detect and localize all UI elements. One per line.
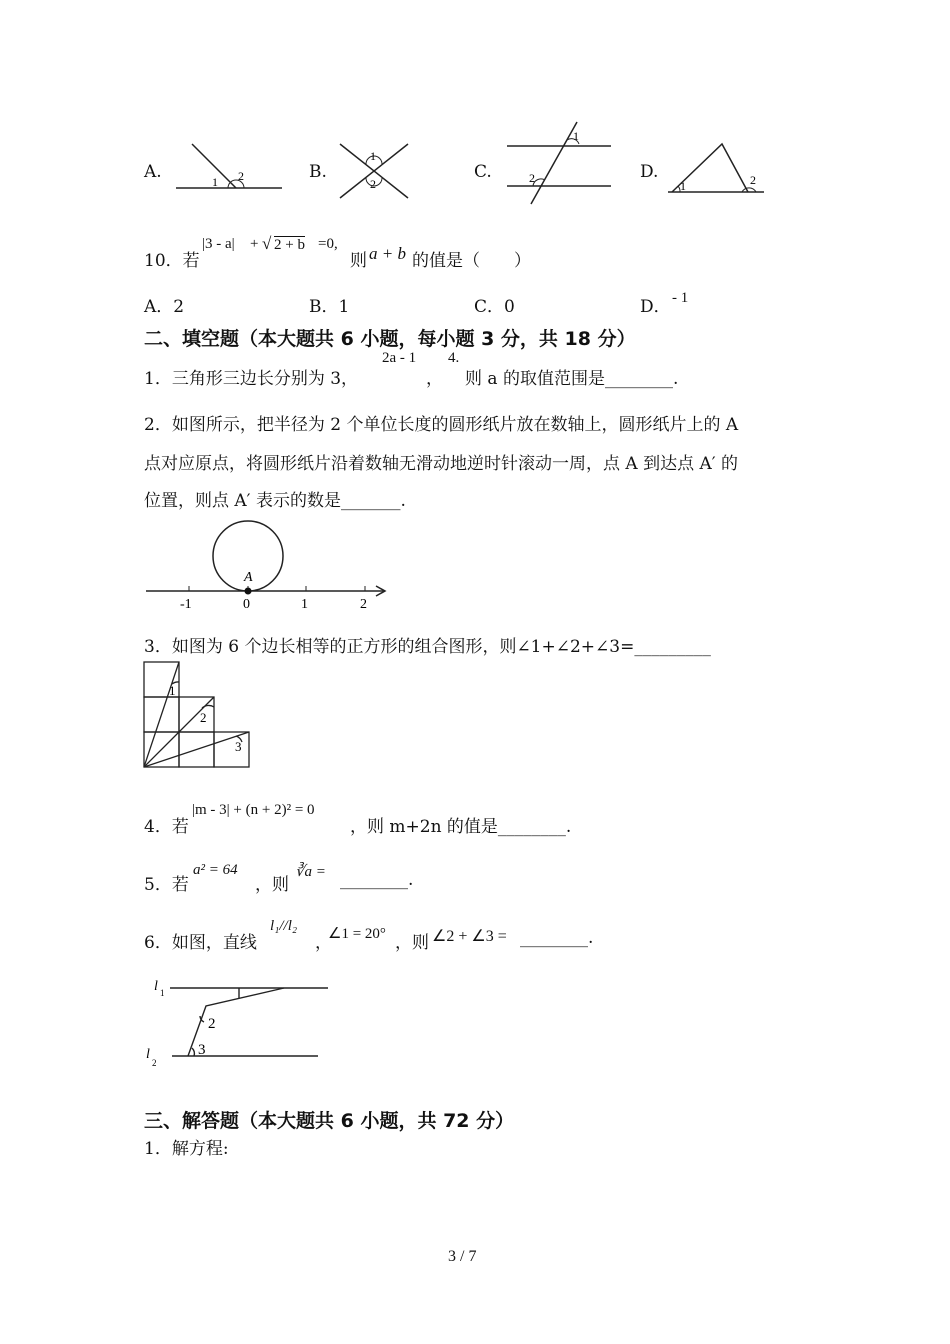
s2-q3-text: 3．如图为 6 个边长相等的正方形的组合图形，则∠1+∠2+∠3=_________ (144, 637, 711, 657)
q10-abs-expr: |3 - a| (202, 236, 235, 252)
s2-q6-mid: ，则 (395, 933, 429, 953)
s3-q1: 1．解方程: (144, 1139, 229, 1159)
angle-label-3: 3 (235, 739, 242, 754)
s2-q2-line3: 位置，则点 A′ 表示的数是_______. (144, 491, 406, 511)
s2-q5-expr2: ∛a = (295, 864, 326, 880)
s2-q6-expr3: ∠2 + ∠3 = (432, 928, 507, 945)
s2-q1-expr: 2a - 1 (382, 350, 417, 366)
s2-q1-comma: ， (426, 369, 443, 389)
q10-plus: + (250, 236, 259, 252)
axis-label-1: 1 (301, 597, 308, 612)
sqrt-icon: √ (262, 234, 272, 253)
s2-q6-suffix: ________. (520, 928, 594, 948)
s2-q2-line2: 点对应原点，将圆形纸片沿着数轴无滑动地逆时针滚动一周，点 A 到达点 A′ 的 (144, 454, 739, 474)
q10-prefix: 10．若 (144, 251, 200, 271)
q10-suffix: 的值是（ ） (412, 251, 531, 271)
s2-q5-mid: ，则 (255, 875, 289, 895)
q10-ab-expr: a + b (369, 244, 406, 263)
figure-option-a (172, 140, 284, 196)
s2-q4-prefix: 4．若 (144, 817, 189, 837)
s2-q5-expr: a² = 64 (193, 862, 238, 878)
option-c-label: C. (474, 162, 492, 182)
s2-q1-text1: 1．三角形三边长分别为 3， (144, 369, 359, 389)
angle-label-2: 2 (750, 173, 756, 187)
diagonal-1 (144, 662, 179, 767)
section2-title: 二、填空题（本大题共 6 小题，每小题 3 分，共 18 分） (144, 328, 636, 350)
figure-option-b (336, 140, 412, 202)
q10-option-d-value: - 1 (672, 290, 689, 306)
angle-label-3: 3 (198, 1042, 206, 1058)
q10-option-a: A．2 (144, 297, 185, 317)
figure-option-c (505, 120, 613, 206)
s2-q6-expr2: ∠1 = 20° (328, 926, 386, 942)
angle-label-1: 1 (573, 129, 579, 143)
figure-six-squares (142, 660, 254, 772)
figure-option-d (666, 138, 766, 198)
angle-label-2: 2 (370, 177, 376, 191)
angle-label-1: 1 (169, 683, 176, 698)
page-number: 3 / 7 (448, 1248, 477, 1265)
s2-q1-text2: 则 a 的取值范围是________. (465, 369, 679, 389)
angle-label-2: 2 (238, 169, 244, 183)
diagonal-3 (144, 732, 249, 767)
angle-label-1: 1 (212, 175, 218, 189)
transversal (531, 122, 577, 204)
figure-parallel-lines (142, 976, 334, 1072)
angle-label-1: 1 (680, 179, 686, 193)
label-l2: l (146, 1047, 150, 1062)
point-a (245, 588, 252, 595)
option-d-label: D. (640, 162, 659, 182)
axis-label-neg1: -1 (180, 597, 192, 612)
s2-q5-suffix: ________. (340, 870, 414, 890)
section3-title: 三、解答题（本大题共 6 小题，共 72 分） (144, 1110, 515, 1132)
q10-option-b: B．1 (309, 297, 350, 317)
angle-label-2: 2 (200, 710, 207, 725)
angle-label-2: 2 (529, 171, 535, 185)
s2-q6-sep: ， (315, 933, 332, 953)
q10-option-d: D． (640, 297, 671, 317)
figure-number-line-circle (144, 518, 394, 612)
angle-label-1: 1 (370, 149, 376, 163)
q10-option-c: C．0 (474, 297, 515, 317)
option-b-label: B. (309, 162, 327, 182)
s2-q5-prefix: 5．若 (144, 875, 189, 895)
q10-mid: 则 (350, 251, 367, 271)
s2-q4-expr: |m - 3| + (n + 2)² = 0 (192, 802, 315, 818)
label-l1: l (154, 979, 158, 994)
axis-label-2: 2 (360, 597, 367, 612)
option-a-label: A. (144, 162, 162, 182)
s2-q6-prefix: 6．如图，直线 (144, 933, 257, 953)
point-a-label: A (244, 570, 253, 585)
label-l2-sub: 2 (152, 1058, 157, 1068)
s2-q2-line1: 2．如图所示，把半径为 2 个单位长度的圆形纸片放在数轴上，圆形纸片上的 A (144, 415, 739, 435)
label-l1-sub: 1 (160, 988, 165, 998)
angle-label-2: 2 (208, 1016, 216, 1032)
q10-eq: =0, (318, 236, 338, 252)
axis-label-0: 0 (243, 597, 250, 612)
angle-arc-3 (192, 1048, 194, 1056)
q10-sqrt-expr: 2 + b (274, 237, 305, 253)
s2-q6-expr1: l₁//l₂ (270, 918, 298, 934)
s2-q4-suffix: ，则 m+2n 的值是________. (350, 817, 572, 837)
s2-q1-four: 4. (448, 350, 460, 366)
